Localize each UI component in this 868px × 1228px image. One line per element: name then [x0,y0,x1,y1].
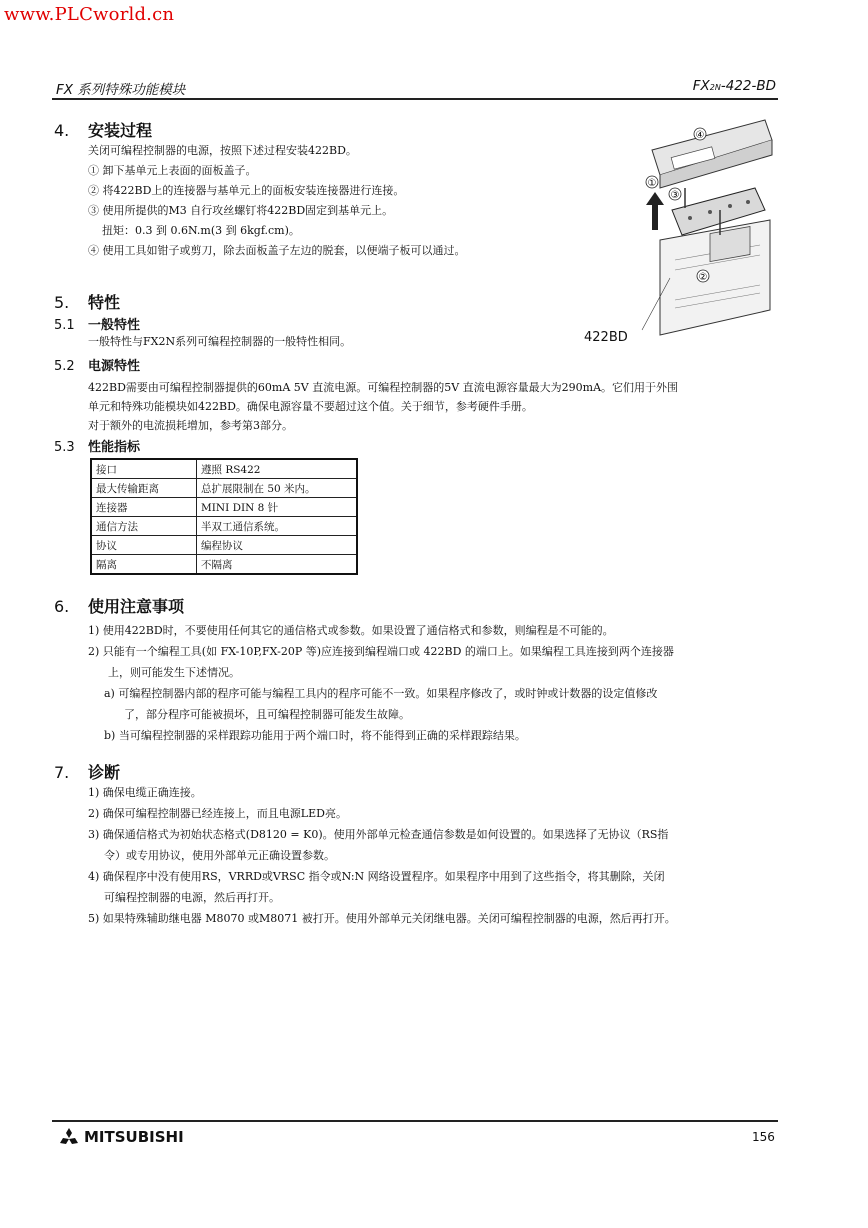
diag-1: 1) 确保电缆正确连接。 [88,786,202,799]
table-cell: 隔离 [91,555,197,575]
installation-diagram [560,110,780,350]
table-cell: 编程协议 [197,536,358,555]
watermark-link[interactable]: www.PLCworld.cn [4,4,175,25]
body-line: 422BD需要由可编程控制器提供的60mA 5V 直流电源。可编程控制器的5V 直流电源容量最大为290mA。它们用于外围 [88,381,679,394]
table-row [91,555,357,575]
note-2-cont: 上，则可能发生下述情况。 [108,666,240,679]
header-model: FX2N-422-BD [692,78,776,94]
diag-4-cont: 可编程控制器的电源，然后再打开。 [104,891,280,904]
table-cell: 通信方法 [91,517,197,536]
section-5-2-heading [54,355,140,374]
table-row [91,498,357,517]
figure-caption: 422BD [584,330,628,345]
section-6-heading [54,594,184,617]
note-2: 2) 只能有一个编程工具(如 FX-10P,FX-20P 等)应连接到编程端口或 422BD 的端口上。如果编程工具连接到两个连接器 [88,645,674,658]
spec-table [90,458,358,575]
mitsubishi-logo [58,1128,184,1146]
table-cell: MINI DIN 8 针 [197,498,358,517]
section-7-title: 诊断 [88,763,121,782]
section-5-1-number: 5.1 [54,318,75,333]
brand-name: MITSUBISHI [84,1128,184,1146]
section-5-2-title: 电源特性 [88,359,141,374]
section-5-title: 特性 [88,293,121,312]
section-5-heading [54,290,120,313]
table-cell: 接口 [91,459,197,479]
section-7-heading [54,760,120,783]
table-row [91,459,357,479]
section-4-title: 安装过程 [88,121,153,140]
table-row [91,479,357,498]
section-4-heading [54,118,152,141]
diag-3: 3) 确保通信格式为初始状态格式(D8120 = K0)。使用外部单元检查通信参数是如何设置的。如果选择了无协议（RS指 [88,828,669,841]
section-5-3-title: 性能指标 [88,440,141,455]
section-4-number: 4. [54,121,70,140]
table-cell: 最大传输距离 [91,479,197,498]
page-number: 156 [752,1130,775,1144]
step-1: ① 卸下基单元上表面的面板盖子。 [88,164,257,177]
table-cell: 不隔离 [197,555,358,575]
general-spec-text: 一般特性与FX2N系列可编程控制器的一般特性相同。 [88,335,352,348]
lift-arrow-icon [646,192,664,230]
section-7-body [88,782,676,929]
table-cell: 遵照 RS422 [197,459,358,479]
footer-rule [52,1120,778,1122]
section-5-1-title: 一般特性 [88,318,141,333]
section-4-body [88,144,466,258]
diag-4: 4) 确保程序中没有使用RS，VRRD或VRSC 指令或N:N 网络设置程序。如果程序中用到了这些指令，将其删除，关闭 [88,870,665,883]
table-cell: 总扩展限制在 50 米内。 [197,479,358,498]
section-5-2-number: 5.2 [54,359,75,374]
section-6-title: 使用注意事项 [88,597,185,616]
mitsubishi-diamonds-icon [58,1128,80,1146]
callout-2-label: ② [698,272,708,283]
body-line: 对于额外的电流损耗增加，参考第3部分。 [88,419,293,432]
note-2b: b) 当可编程控制器的采样跟踪功能用于两个端口时，将不能得到正确的采样跟踪结果。 [104,729,526,742]
header-rule [52,98,778,100]
note-2a: a) 可编程控制器内部的程序可能与编程工具内的程序可能不一致。如果程序修改了，或时钟或计数器的设定值修改 [104,687,658,700]
note-2a-cont: 了，部分程序可能被损坏，且可编程控制器可能发生故障。 [124,708,410,721]
diag-5: 5) 如果特殊辅助继电器 M8070 或M8071 被打开。使用外部单元关闭继电器。关闭可编程控制器的电源，然后再打开。 [88,912,676,925]
note-1: 1) 使用422BD时，不要使用任何其它的通信格式或参数。如果设置了通信格式和参数，则编程是不可能的。 [88,624,614,637]
header-series-title: FX 系列特殊功能模块 [56,82,186,98]
body-line: 单元和特殊功能模块如422BD。确保电源容量不要超过这个值。关于细节，参考硬件手册。 [88,400,533,413]
step-3: ③ 使用所提供的M3 自行攻丝螺钉将422BD固定到基单元上。 [88,204,394,217]
section-7-number: 7. [54,763,70,782]
table-row [91,517,357,536]
torque-spec: 扭矩：0.3 到 0.6N.m(3 到 6kgf.cm)。 [102,224,300,237]
step-4: ④ 使用工具如钳子或剪刀，除去面板盖子左边的脱套，以便端子板可以通过。 [88,244,466,257]
section-5-3-number: 5.3 [54,440,75,455]
section-6-body [88,620,674,746]
step-2: ② 将422BD上的连接器与基单元上的面板安装连接器进行连接。 [88,184,405,197]
table-cell: 连接器 [91,498,197,517]
callout-1-label: ① [647,178,657,189]
table-row [91,536,357,555]
section-5-number: 5. [54,293,70,312]
callout-3-label: ③ [670,190,680,201]
section-5-3-heading [54,436,140,455]
callout-4-label: ④ [695,130,705,141]
section-6-number: 6. [54,597,70,616]
diag-3-cont: 令）或专用协议，使用外部单元正确设置参数。 [104,849,335,862]
section-5-1-heading [54,314,140,333]
power-spec-body [88,378,678,435]
diag-2: 2) 确保可编程控制器已经连接上，而且电源LED亮。 [88,807,347,820]
body-line: 关闭可编程控制器的电源，按照下述过程安装422BD。 [88,144,357,157]
table-cell: 半双工通信系统。 [197,517,358,536]
table-cell: 协议 [91,536,197,555]
